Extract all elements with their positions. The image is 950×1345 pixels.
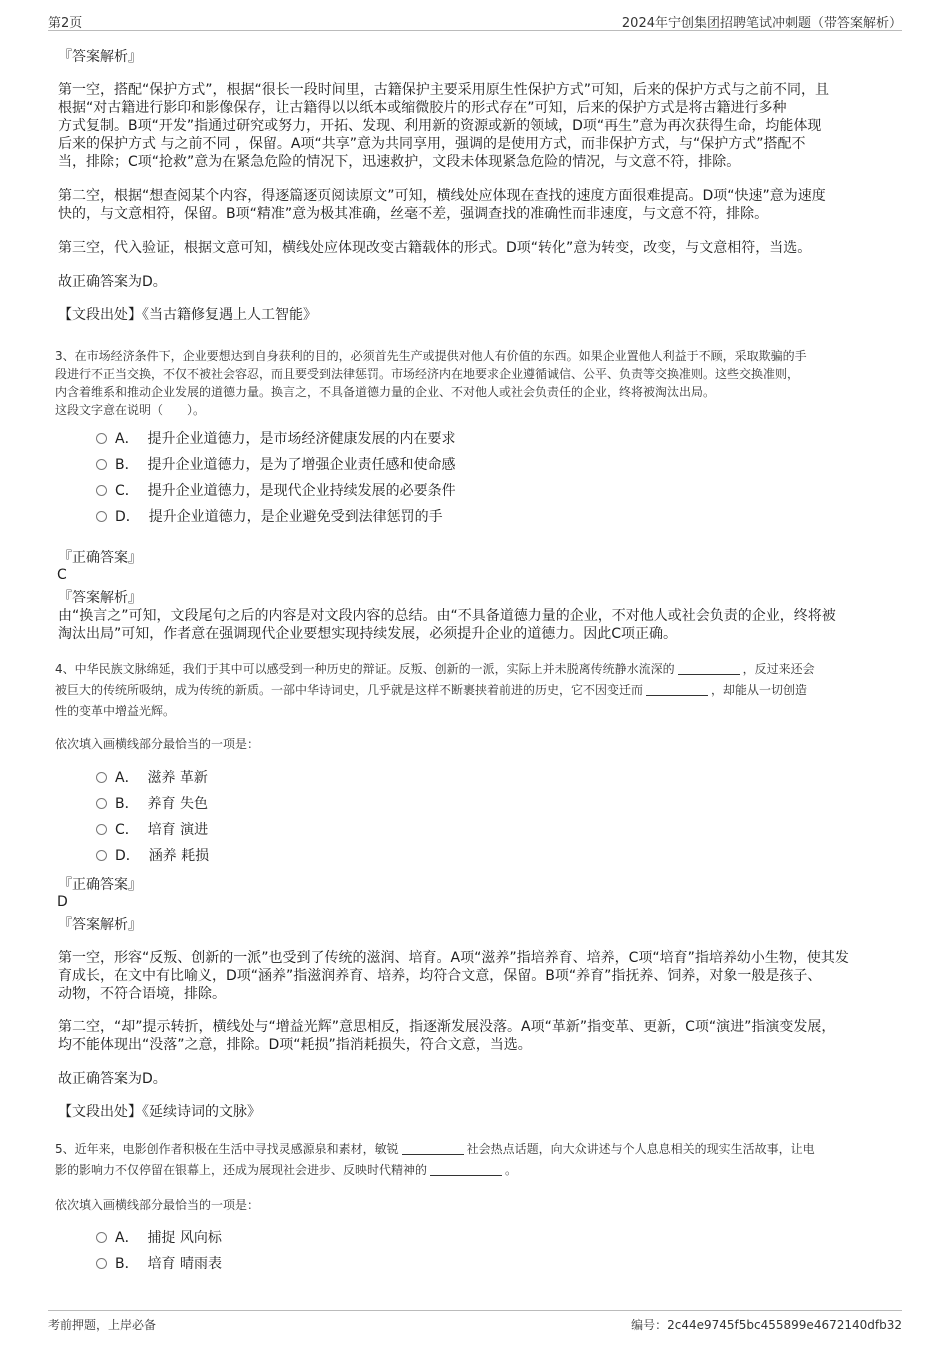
- text-line: 均不能体现出“没落”之意，排除。D项“耗损”指消耗损失，符合文意，当选。: [58, 1037, 532, 1053]
- analysis-paragraph: [58, 187, 893, 223]
- text-line: [55, 681, 900, 699]
- stem-text: 影的影响力不仅停留在银幕上，还成为展现社会进步、反映时代精神的: [55, 1163, 428, 1177]
- option-letter: B．: [115, 457, 139, 473]
- text-line: 育成长，在文中有比喻义，D项“涵养”指滋润养育、培养，均符合文意，保留。B项“养育”指抚养、饲养，对象一般是孩子、: [58, 968, 822, 984]
- option-text: 培育 晴雨表: [147, 1256, 222, 1272]
- option-b[interactable]: [96, 456, 456, 474]
- option-letter: D．: [115, 848, 140, 864]
- text-line: 第二空，“却”提示转折，横线处与“增益光辉”意思相反，指逐渐发展没落。A项“革新”指变革、更新，C项“演进”指演变发展，: [58, 1019, 836, 1035]
- correct-answer: D: [57, 894, 68, 910]
- radio-icon[interactable]: [96, 824, 107, 835]
- option-c[interactable]: [96, 482, 456, 500]
- radio-icon[interactable]: [96, 485, 107, 496]
- text-line: 方式复制。B项“开发”指通过研究或努力，开拓、发现、利用新的资源或新的领域，D项“再生”意为再次获得生命，均能体现: [58, 118, 822, 134]
- stem-text: 。: [505, 1163, 518, 1177]
- fill-blank: [430, 1163, 502, 1176]
- option-b[interactable]: [96, 795, 208, 813]
- option-text: 滋养 革新: [147, 770, 208, 786]
- footer-divider: [48, 1310, 902, 1311]
- option-d[interactable]: [96, 847, 209, 865]
- correct-answer: C: [57, 567, 67, 583]
- option-letter: C．: [115, 822, 139, 838]
- text-line: 动物，不符合语境，排除。: [58, 986, 226, 1002]
- option-text: 养育 失色: [147, 796, 208, 812]
- correct-answer-label: 『正确答案』: [58, 550, 142, 566]
- conclusion: 故正确答案为D。: [58, 1071, 167, 1087]
- option-a[interactable]: [96, 430, 455, 448]
- text-line: [55, 660, 900, 678]
- question-prompt: 依次填入画横线部分最恰当的一项是：: [55, 737, 260, 751]
- conclusion: 故正确答案为D。: [58, 274, 167, 290]
- option-letter: A．: [115, 1230, 139, 1246]
- page-footer: [0, 1310, 950, 1340]
- radio-icon[interactable]: [96, 850, 107, 861]
- option-b[interactable]: [96, 1255, 222, 1273]
- analysis-paragraph: [58, 607, 893, 643]
- footer-slogan: 考前押题，上岸必备: [48, 1318, 157, 1332]
- analysis-label: 『答案解析』: [58, 917, 142, 933]
- text-line: 第一空，搭配“保护方式”，根据“很长一段时间里，古籍保护主要采用原生性保护方式”可知，后来的保护方式与之前不同，且: [58, 82, 830, 98]
- text-line: 由“换言之”可知，文段尾句之后的内容是对文段内容的总结。由“不具备道德力量的企业，不对他人或社会负责的企业，终将被: [58, 608, 836, 624]
- option-letter: C．: [115, 483, 139, 499]
- text-line: [55, 1140, 900, 1158]
- question-stem: [55, 1140, 900, 1179]
- text-line: 第二空，根据“想查阅某个内容，得逐篇逐页阅读原文”可知，横线处应体现在查找的速度方面很难提高。D项“快速”意为速度: [58, 188, 826, 204]
- fill-blank: [678, 662, 740, 675]
- text-line: 快的，与文意相符，保留。B项“精准”意为极其准确，丝毫不差，强调查找的准确性而非速度，与文意不符，排除。: [58, 206, 769, 222]
- analysis-paragraph: 第三空，代入验证，根据文意可知，横线处应体现改变古籍载体的形式。D项“转化”意为转变，改变，与文意相符，当选。: [58, 240, 812, 256]
- stem-text: ，反过来还会: [742, 662, 815, 676]
- radio-icon[interactable]: [96, 1232, 107, 1243]
- option-letter: A．: [115, 770, 139, 786]
- source-title: 《延续诗词的文脉》: [142, 1104, 261, 1120]
- option-text: 提升企业道德力，是现代企业持续发展的必要条件: [147, 483, 456, 499]
- source-label: 【文段出处】: [58, 307, 142, 323]
- option-letter: D．: [115, 509, 140, 525]
- document-id: 编号：2c44e9745f5bc455899e4672140dfb32: [631, 1318, 902, 1332]
- text-line: 这段文字意在说明（ ）。: [55, 403, 206, 417]
- source-label: 【文段出处】: [58, 1104, 142, 1120]
- radio-icon[interactable]: [96, 433, 107, 444]
- document-title: 2024年宁创集团招聘笔试冲刺题（带答案解析）: [621, 16, 902, 31]
- radio-icon[interactable]: [96, 511, 107, 522]
- page-number: 第2页: [48, 16, 83, 31]
- analysis-paragraph: [58, 949, 893, 1003]
- option-text: 捕捉 风向标: [147, 1230, 222, 1246]
- analysis-paragraph: [58, 81, 893, 171]
- text-line: [55, 1161, 900, 1179]
- option-letter: B．: [115, 796, 139, 812]
- text-line: 根据“对古籍进行影印和影像保存，让古籍得以以纸本或缩微胶片的形式存在”可知，后来的保护方式是将古籍进行多种: [58, 100, 787, 116]
- option-text: 涵养 耗损: [148, 848, 210, 864]
- stem-text: 5、近年来，电影创作者积极在生活中寻找灵感源泉和素材，敏锐: [55, 1142, 399, 1156]
- question-stem: [55, 660, 900, 720]
- stem-text: 4、中华民族文脉绵延，我们于其中可以感受到一种历史的辩证。反叛、创新的一派，实际上并未脱离传统静水流深的: [55, 662, 675, 676]
- option-c[interactable]: [96, 821, 208, 839]
- text-line: 淘汰出局”可知，作者意在强调现代企业要想实现持续发展，必须提升企业的道德力。因此C项正确。: [58, 626, 678, 642]
- stem-text: 被巨大的传统所吸纳，成为传统的新质。一部中华诗词史，几乎就是这样不断裹挟着前进的历史，它不因变迁而: [55, 683, 644, 697]
- option-a[interactable]: [96, 769, 208, 787]
- option-a[interactable]: [96, 1229, 222, 1247]
- option-text: 培育 演进: [147, 822, 209, 838]
- radio-icon[interactable]: [96, 772, 107, 783]
- text-line: 当，排除；C项“抢救”意为在紧急危险的情况下，迅速救护，文段未体现紧急危险的情况，与文意不符，排除。: [58, 154, 741, 170]
- source-citation: [58, 1103, 893, 1121]
- question-stem: [55, 347, 900, 419]
- option-text: 提升企业道德力，是企业避免受到法律惩罚的手: [148, 509, 443, 525]
- option-text: 提升企业道德力，是为了增强企业责任感和使命感: [147, 457, 456, 473]
- fill-blank: [402, 1142, 464, 1155]
- stem-text: 社会热点话题，向大众讲述与个人息息相关的现实生活故事，让电: [466, 1142, 815, 1156]
- question-prompt: 依次填入画横线部分最恰当的一项是：: [55, 1198, 260, 1212]
- fill-blank: [646, 683, 708, 696]
- analysis-paragraph: [58, 1018, 893, 1054]
- option-text: 提升企业道德力，是市场经济健康发展的内在要求: [147, 431, 456, 447]
- radio-icon[interactable]: [96, 798, 107, 809]
- radio-icon[interactable]: [96, 459, 107, 470]
- text-line: 第一空，形容“反叛、创新的一派”也受到了传统的滋润、培育。A项“滋养”指培养育、培养，C项“培育”指培养幼小生物，使其发: [58, 950, 849, 966]
- text-line: 段进行不正当交换，不仅不被社会容忍，而且要受到法律惩罚。市场经济内在地要求企业遵循诚信、公平、负责等交换准则。这些交换准则，: [55, 367, 800, 381]
- header-divider: [48, 30, 902, 31]
- radio-icon[interactable]: [96, 1258, 107, 1269]
- option-letter: B．: [115, 1256, 139, 1272]
- source-title: 《当古籍修复遇上人工智能》: [142, 307, 317, 323]
- text-line: 3、在市场经济条件下，企业要想达到自身获利的目的，必须首先生产或提供对他人有价值的东西。如果企业置他人利益于不顾，采取欺骗的手: [55, 349, 807, 363]
- option-d[interactable]: [96, 508, 443, 526]
- option-letter: A．: [115, 431, 139, 447]
- analysis-label: 『答案解析』: [58, 49, 142, 65]
- analysis-label: 『答案解析』: [58, 590, 142, 606]
- stem-text: ，却能从一切创造: [711, 683, 808, 697]
- source-citation: [58, 306, 893, 324]
- text-line: 后来的保护方式 与之前不同 ，保留。A项“共享”意为共同享用，强调的是使用方式，而非保护方式，与“保护方式”搭配不: [58, 136, 806, 152]
- text-line: 内含着维系和推动企业发展的道德力量。换言之，不具备道德力量的企业、不对他人或社会负责任的企业，终将被淘汰出局。: [55, 385, 716, 399]
- text-line: 性的变革中增益光辉。: [55, 704, 176, 718]
- page-header: [0, 0, 950, 30]
- correct-answer-label: 『正确答案』: [58, 877, 142, 893]
